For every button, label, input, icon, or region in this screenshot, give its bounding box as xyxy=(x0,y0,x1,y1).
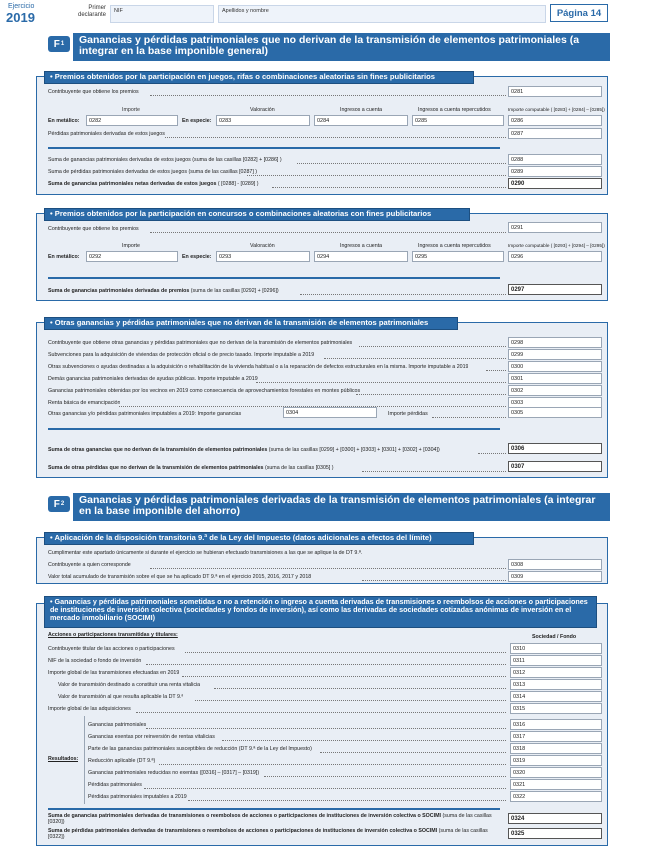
suma-iic-perdidas: Suma de pérdidas patrimoniales derivadas de transmisiones o reembolsos de acciones o participaciones de instituciones de inversión colectiva o SOCIMI (suma de las casillas [0322]) xyxy=(48,828,488,840)
premios-juegos-title: • Premios obtenidos por la participación en juegos, rifas o combinaciones aleatorias sin fines publicitarios xyxy=(44,71,474,84)
imputables-label: Otras ganancias y/o pérdidas patrimoniales imputables a 2019: Importe ganancias xyxy=(48,411,242,417)
box-0315[interactable]: 0315 xyxy=(510,703,602,714)
box-0299[interactable]: 0299 xyxy=(508,349,602,360)
box-0290[interactable]: 0290 xyxy=(508,178,602,189)
box-0289[interactable]: 0289 xyxy=(508,166,602,177)
col-valoracion-2: Valoración xyxy=(250,243,275,249)
nombre-label: Apellidos y nombre xyxy=(222,8,269,14)
box-0320[interactable]: 0320 xyxy=(510,767,602,778)
col-repercutidos: Ingresos a cuenta repercutidos xyxy=(418,107,491,113)
box-0313[interactable]: 0313 xyxy=(510,679,602,690)
box-0294[interactable]: 0294 xyxy=(314,251,408,262)
header xyxy=(0,0,653,26)
box-0305[interactable]: 0305 xyxy=(508,407,602,418)
iic-label-0313: Valor de transmisión destinado a constituir una renta vitalicia xyxy=(58,682,201,688)
box-0318[interactable]: 0318 xyxy=(510,743,602,754)
col-computable: Importe computable ( [0283] + [0284] – [0285]) xyxy=(508,107,605,112)
iic-result-label-0318: Parte de las ganancias patrimoniales susceptibles de reducción (DT 9.ª de la Ley del Impuesto) xyxy=(88,746,312,752)
box-0316[interactable]: 0316 xyxy=(510,719,602,730)
resultados-label: Resultados: xyxy=(48,756,79,762)
box-0281[interactable]: 0281 xyxy=(508,86,602,97)
suma-ganancias-juegos: Suma de ganancias patrimoniales derivadas de estos juegos (suma de las casillas [0282] + [0286] ) xyxy=(48,157,282,163)
contribuyente-label: Contribuyente que obtiene los premios xyxy=(48,89,139,95)
iic-col: Sociedad / Fondo xyxy=(532,634,577,640)
f1-badge: F 1 xyxy=(48,36,70,52)
box-0297[interactable]: 0297 xyxy=(508,284,602,295)
otras-label-0299: Subvenciones para la adquisición de viviendas de protección oficial o de precio tasado. Importe imputable a 2019 xyxy=(48,352,315,358)
nif-field[interactable] xyxy=(110,5,214,23)
otras-label-0298: Contribuyente que obtiene otras ganancias y pérdidas patrimoniales que no derivan de la transmisión de elementos patrimoniales xyxy=(48,340,353,346)
box-0311[interactable]: 0311 xyxy=(510,655,602,666)
contribuyente-concursos: Contribuyente que obtiene los premios xyxy=(48,226,139,232)
box-0314[interactable]: 0314 xyxy=(510,691,602,702)
box-0322[interactable]: 0322 xyxy=(510,791,602,802)
box-0312[interactable]: 0312 xyxy=(510,667,602,678)
box-0310[interactable]: 0310 xyxy=(510,643,602,654)
iic-result-label-0317: Ganancias exentas por reinversión de rentas vitalicias xyxy=(88,734,215,740)
box-0291[interactable]: 0291 xyxy=(508,222,602,233)
suma-perdidas-juegos: Suma de pérdidas patrimoniales derivadas de estos juegos (suma de las casillas [0287] ) xyxy=(48,169,258,175)
iic-label-0311: NIF de la sociedad o fondo de inversión xyxy=(48,658,142,664)
box-0293[interactable]: 0293 xyxy=(216,251,310,262)
en-metalico-2: En metálico: xyxy=(48,254,80,260)
suma-netas-juegos: Suma de ganancias patrimoniales netas derivadas de estos juegos ( [0288] - [0289] ) xyxy=(48,181,259,187)
iic-result-label-0320: Ganancias patrimoniales reducidas no exentas ([0316] – [0317] – [0319]) xyxy=(88,770,260,776)
iic-label-0312: Importe global de las transmisiones efectuadas en 2019 xyxy=(48,670,180,676)
box-0286[interactable]: 0286 xyxy=(508,115,602,126)
suma-otras-perdidas: Suma de otras pérdidas que no derivan de la transmisión de elementos patrimoniales (suma de las casillas [0305] ) xyxy=(48,465,334,471)
box-0295[interactable]: 0295 xyxy=(412,251,504,262)
iic-label-0310: Contribuyente titular de las acciones o participaciones xyxy=(48,646,175,652)
col-importe-2: Importe xyxy=(122,243,140,249)
box-0292[interactable]: 0292 xyxy=(86,251,178,262)
suma-iic-ganancias: Suma de ganancias patrimoniales derivadas de transmisiones o reembolsos de acciones o participaciones de instituciones de inversión colectiva o SOCIMI (suma de las casillas [0320]) xyxy=(48,813,492,825)
suma-otras-ganancias: Suma de otras ganancias que no derivan de la transmisión de elementos patrimoniales (suma de las casillas [0299] + [0300] + [0303] + [0301] + [0302] + [0304]) xyxy=(48,447,440,453)
iic-result-label-0319: Reducción aplicable (DT 9.ª) xyxy=(88,758,156,764)
declarante-label: Primer declarante xyxy=(78,5,107,18)
box-0298[interactable]: 0298 xyxy=(508,337,602,348)
col-valoracion: Valoración xyxy=(250,107,275,113)
box-0303[interactable]: 0303 xyxy=(508,397,602,408)
box-0283[interactable]: 0283 xyxy=(216,115,310,126)
box-0324[interactable]: 0324 xyxy=(508,813,602,824)
box-0321[interactable]: 0321 xyxy=(510,779,602,790)
iic-result-label-0322: Pérdidas patrimoniales imputables a 2019 xyxy=(88,794,187,800)
box-0325[interactable]: 0325 xyxy=(508,828,602,839)
col-importe: Importe xyxy=(122,107,140,113)
f2-badge: F 2 xyxy=(48,496,70,512)
box-0285[interactable]: 0285 xyxy=(412,115,504,126)
otras-label-0301: Demás ganancias patrimoniales derivadas de ayudas públicas. Importe imputable a 2019 xyxy=(48,376,258,382)
box-0307[interactable]: 0307 xyxy=(508,461,602,472)
ejercicio-year: 2019 xyxy=(6,10,35,25)
iic-subhead: Acciones o participaciones transmitidas y titulares: xyxy=(48,632,178,638)
box-0296[interactable]: 0296 xyxy=(508,251,602,262)
importe-perdidas-label: Importe pérdidas xyxy=(388,411,428,417)
iic-title: • Ganancias y pérdidas patrimoniales sometidas o no a retención o ingreso a cuenta derivadas de transmisiones o reembolsos de acciones o participaciones de instituciones de inversión colectiva (sociedades y fondos de inversión), así como las derivadas de sociedades cotizadas anónimas de inversión en el mercado inmobiliario (SOCIMI) xyxy=(44,596,597,628)
box-0300[interactable]: 0300 xyxy=(508,361,602,372)
box-0306[interactable]: 0306 xyxy=(508,443,602,454)
nif-label: NIF xyxy=(114,8,123,14)
otras-label-0303: Renta básica de emancipación xyxy=(48,400,121,406)
box-0317[interactable]: 0317 xyxy=(510,731,602,742)
transitoria-title: • Aplicación de la disposición transitoria 9.ª de la Ley del Impuesto (datos adicionales a efectos del límite) xyxy=(44,532,474,545)
iic-result-label-0321: Pérdidas patrimoniales xyxy=(88,782,142,788)
en-especie-label: En especie: xyxy=(182,118,212,124)
col-ingresos: Ingresos a cuenta xyxy=(340,107,383,113)
col-computable-2: Importe computable ( [0293] + [0294] – [0295]) xyxy=(508,243,605,248)
f2-title: Ganancias y pérdidas patrimoniales derivadas de la transmisión de elementos patrimoniales (a integrar en la base imponible del ahorro) xyxy=(73,493,610,521)
otras-label-0302: Ganancias patrimoniales obtenidas por los vecinos en 2019 como consecuencia de aprovechamientos forestales en montes públicos xyxy=(48,388,361,394)
box-0309[interactable]: 0309 xyxy=(508,571,602,582)
transitoria-valor: Valor total acumulado de transmisión sobre el que se ha aplicado DT 9.ª en el ejercicio 2015, 2016, 2017 y 2018 xyxy=(48,574,312,580)
ejercicio-label: Ejercicio xyxy=(8,3,35,10)
iic-label-0314: Valor de transmisión al que resulta aplicable la DT 9.ª xyxy=(58,694,184,700)
perdidas-label: Pérdidas patrimoniales derivadas de estos juegos xyxy=(48,131,165,137)
page-number: Página 14 xyxy=(550,4,608,22)
en-metalico-label: En metálico: xyxy=(48,118,80,124)
col-ingresos-2: Ingresos a cuenta xyxy=(340,243,383,249)
box-0301[interactable]: 0301 xyxy=(508,373,602,384)
iic-label-0315: Importe global de las adquisiciones xyxy=(48,706,131,712)
box-0284[interactable]: 0284 xyxy=(314,115,408,126)
col-repercutidos-2: Ingresos a cuenta repercutidos xyxy=(418,243,491,249)
iic-result-label-0316: Ganancias patrimoniales xyxy=(88,722,147,728)
suma-concursos: Suma de ganancias patrimoniales derivadas de premios (suma de las casillas [0292] + [0296]) xyxy=(48,288,279,294)
box-0287[interactable]: 0287 xyxy=(508,128,602,139)
otras-label-0300: Otras subvenciones o ayudas destinadas a la adquisición o rehabilitación de la vivienda habitual o a la reparación de defectos estructurales en la misma. Importe imputable a 2019 xyxy=(48,364,469,370)
f1-title: Ganancias y pérdidas patrimoniales que no derivan de la transmisión de elementos patrimoniales (a integrar en la base imponible general) xyxy=(73,33,610,61)
transitoria-intro: Cumplimentar este apartado únicamente si durante el ejercicio se hubieran efectuado transmisiones a las que se aplique la de DT 9.ª. xyxy=(48,550,363,556)
box-0282[interactable]: 0282 xyxy=(86,115,178,126)
transitoria-contribuyente: Contribuyente a quien corresponde xyxy=(48,562,131,568)
otras-title: • Otras ganancias y pérdidas patrimoniales que no derivan de la transmisión de elementos patrimoniales xyxy=(44,317,458,330)
box-0302[interactable]: 0302 xyxy=(508,385,602,396)
premios-concursos-title: • Premios obtenidos por la participación en concursos o combinaciones aleatorias con fines publicitarios xyxy=(44,208,470,221)
box-0319[interactable]: 0319 xyxy=(510,755,602,766)
box-0304[interactable]: 0304 xyxy=(283,407,377,418)
box-0288[interactable]: 0288 xyxy=(508,154,602,165)
box-0308[interactable]: 0308 xyxy=(508,559,602,570)
en-especie-2: En especie: xyxy=(182,254,212,260)
